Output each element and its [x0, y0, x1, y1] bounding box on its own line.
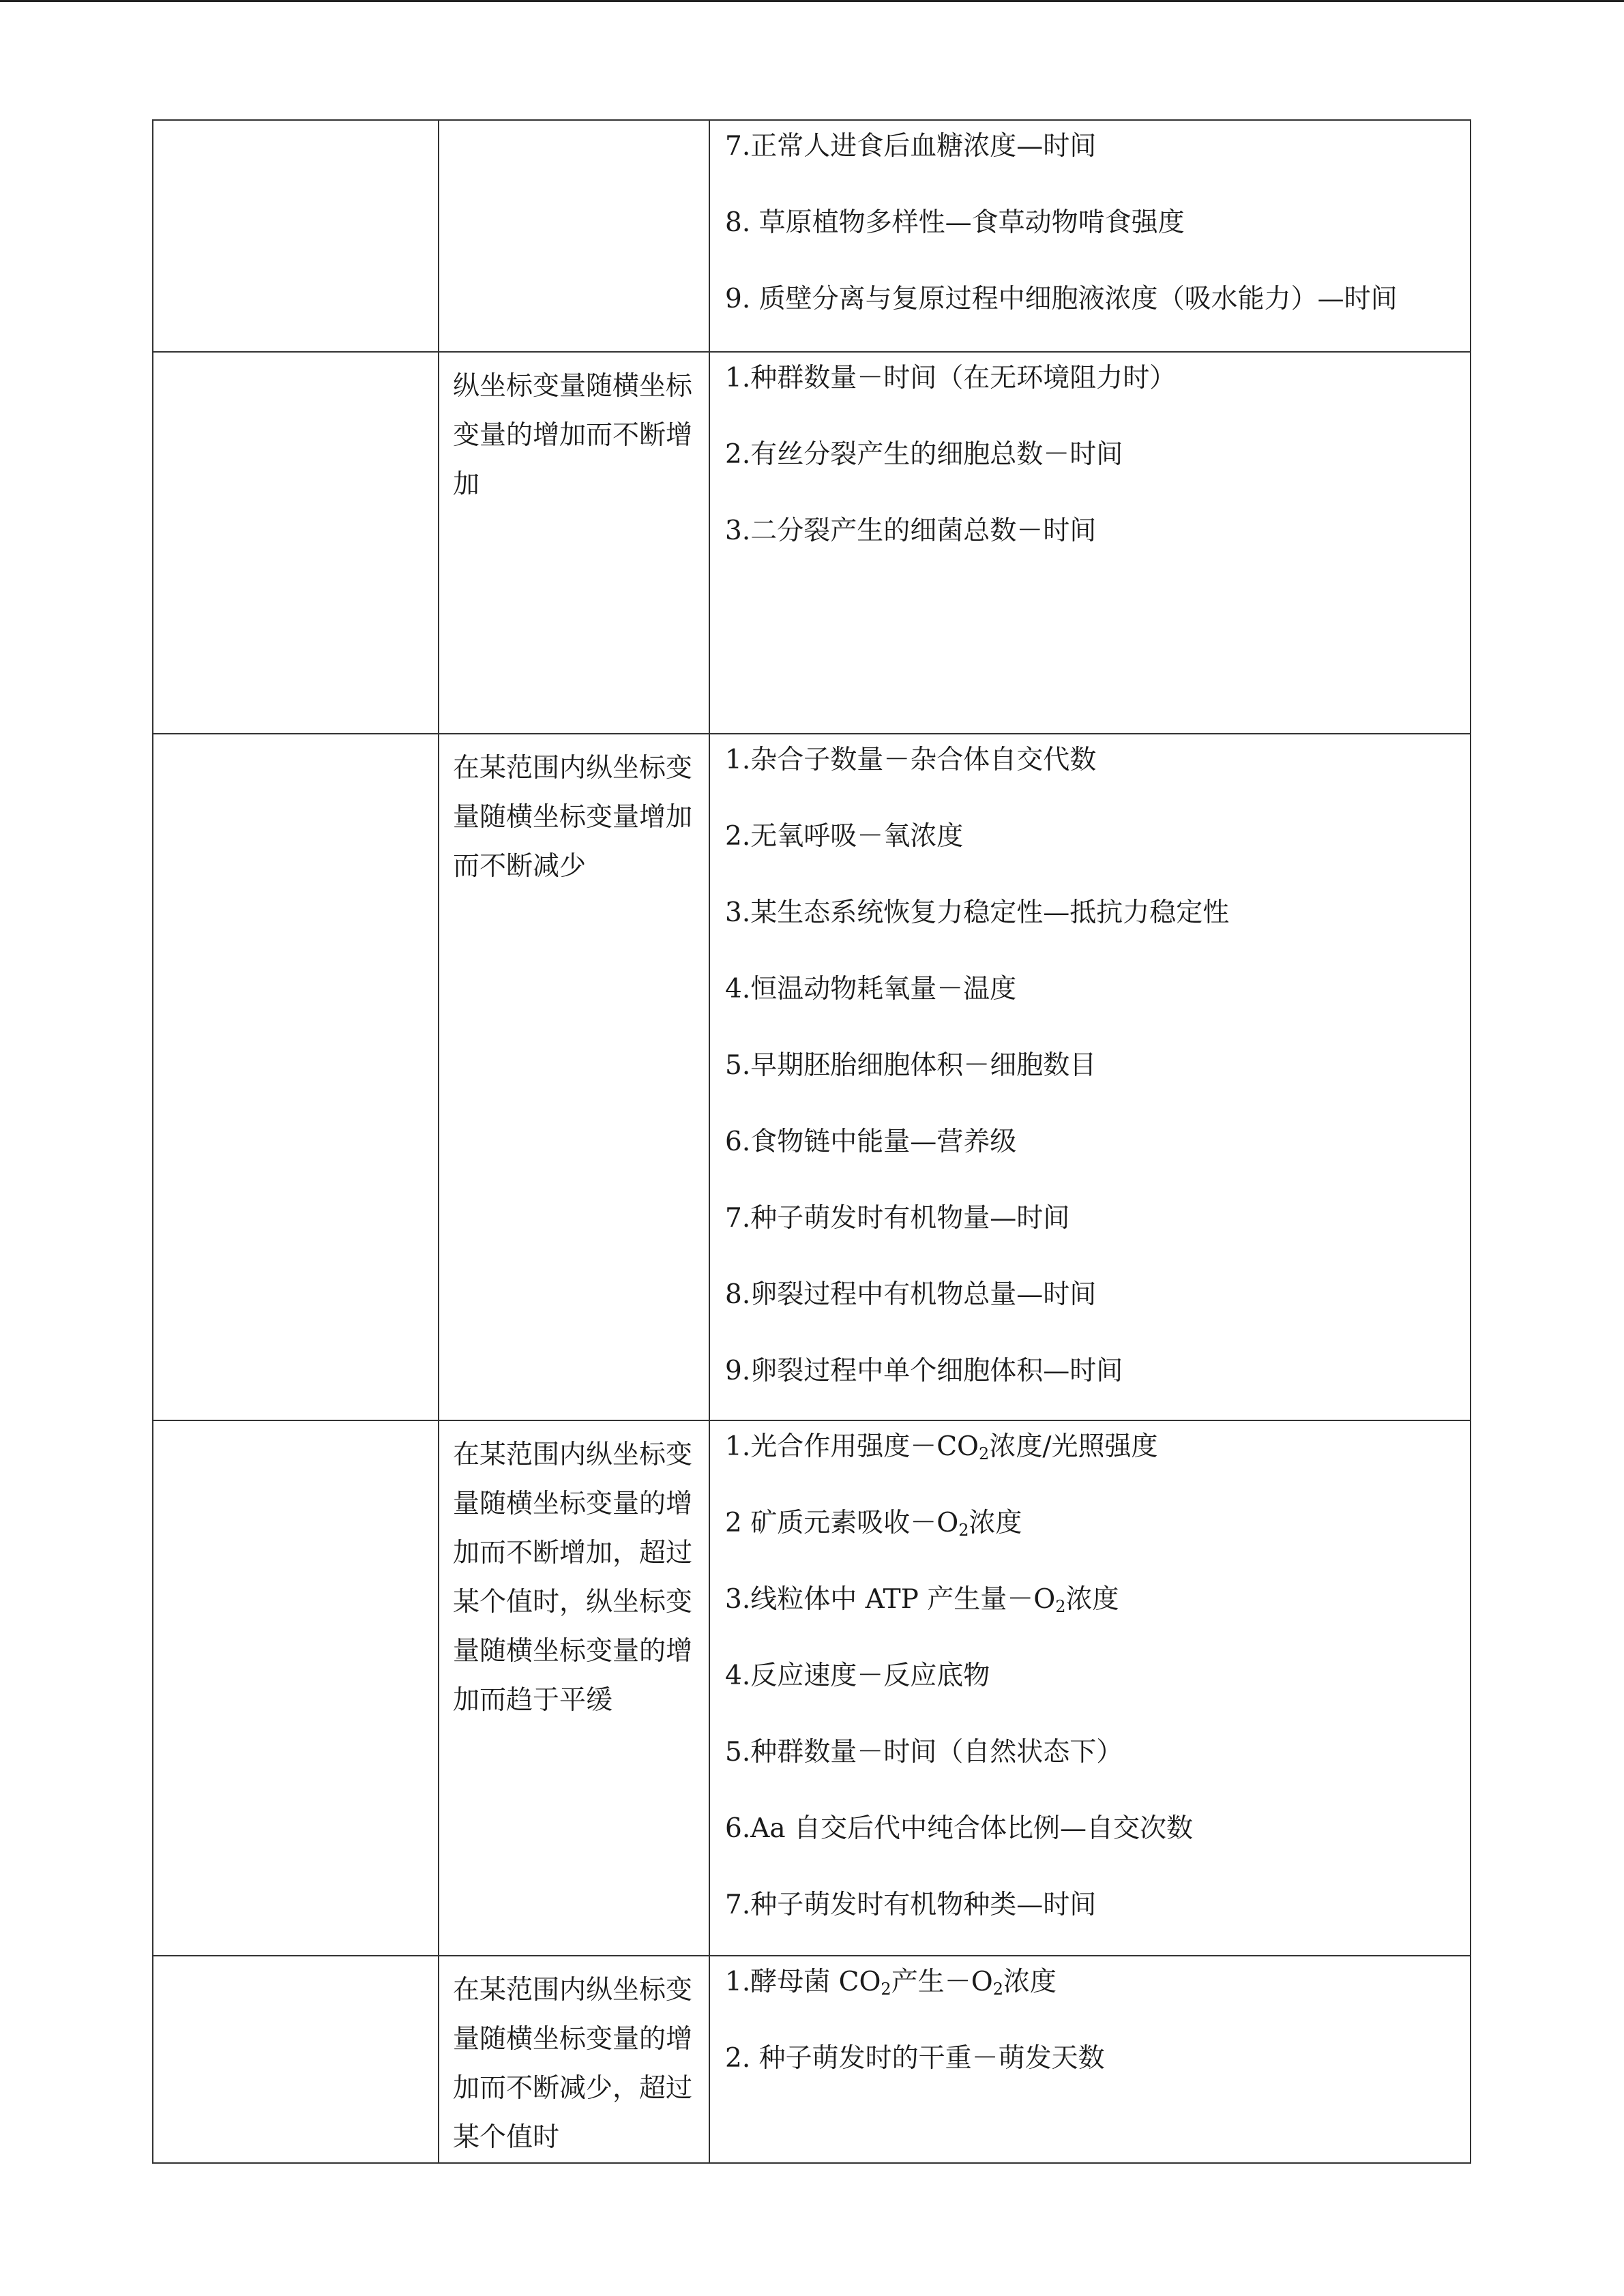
list-item: 4.反应速度－反应底物 — [725, 1660, 990, 1691]
item-text: 浓度 — [1003, 1967, 1057, 1997]
list-item: 3.某生态系统恢复力稳定性—抵抗力稳定性 — [725, 897, 1230, 928]
category-text: 纵坐标变量随横坐标变量的增加而不断增加 — [453, 371, 693, 500]
category-text: 在某范围内纵坐标变量随横坐标变量的增加而不断增加，超过某个值时，纵坐标变量随横坐标变量的增加而趋于平缓 — [453, 1440, 693, 1716]
item-text: 浓度/光照强度 — [989, 1431, 1158, 1462]
list-item: 8.卵裂过程中有机物总量—时间 — [725, 1279, 1097, 1310]
list-item — [725, 1944, 1470, 2021]
example-list — [710, 1956, 1470, 2097]
category-cell — [439, 352, 709, 734]
list-item: 5.种群数量－时间（自然状态下） — [725, 1737, 1123, 1768]
list-item: 2.有丝分裂产生的细胞总数－时间 — [725, 439, 1123, 470]
list-item: 1.杂合子数量－杂合体自交代数 — [725, 745, 1097, 775]
table-row — [153, 352, 1471, 734]
table-row — [153, 120, 1471, 352]
list-item — [725, 1485, 1470, 1562]
list-item: 6.Aa 自交后代中纯合体比例—自交次数 — [725, 1813, 1194, 1844]
category-text — [439, 121, 709, 130]
list-item: 7.种子萌发时有机物量—时间 — [725, 1203, 1070, 1234]
row-label-cell — [153, 1420, 439, 1956]
item-text: 浓度 — [1065, 1584, 1119, 1615]
category-cell — [439, 734, 709, 1420]
table-row — [153, 734, 1471, 1420]
subscript: 2 — [1055, 1597, 1066, 1616]
subscript: 2 — [979, 1444, 990, 1463]
item-text: 2 矿质元素吸收－O — [725, 1508, 959, 1538]
examples-cell — [709, 1956, 1471, 2163]
subscript: 2 — [881, 1980, 891, 1999]
row-label-cell — [153, 734, 439, 1420]
list-item: 1.种群数量－时间（在无环境阻力时） — [725, 363, 1177, 393]
category-text: 在某范围内纵坐标变量随横坐标变量增加而不断减少 — [453, 753, 693, 882]
category-cell — [439, 1956, 709, 2163]
example-list — [710, 121, 1470, 338]
list-item: 2. 种子萌发时的干重－萌发天数 — [725, 2043, 1105, 2074]
examples-cell — [709, 120, 1471, 352]
example-list — [710, 734, 1470, 1410]
row-label-cell — [153, 1956, 439, 2163]
item-text: 3.线粒体中 ATP 产生量－O — [725, 1584, 1056, 1615]
page-top-rule — [0, 0, 1624, 2]
item-text: 1.酵母菌 CO — [725, 1967, 881, 1997]
item-text: 1.光合作用强度－CO — [725, 1431, 979, 1462]
example-list — [710, 353, 1470, 569]
list-item: 5.早期胚胎细胞体积－细胞数目 — [725, 1050, 1097, 1081]
item-text: 浓度 — [969, 1508, 1022, 1538]
row-label-cell — [153, 352, 439, 734]
list-item: 4.恒温动物耗氧量－温度 — [725, 974, 1017, 1004]
table-row — [153, 1956, 1471, 2163]
subscript: 2 — [958, 1521, 969, 1540]
list-item: 8. 草原植物多样性—食草动物啃食强度 — [725, 207, 1185, 238]
examples-cell — [709, 1420, 1471, 1956]
category-cell — [439, 1420, 709, 1956]
subscript: 2 — [992, 1980, 1003, 1999]
list-item: 9.卵裂过程中单个细胞体积—时间 — [725, 1356, 1123, 1386]
category-text: 在某范围内纵坐标变量随横坐标变量的增加而不断减少，超过某个值时 — [453, 1975, 693, 2153]
list-item: 9. 质壁分离与复原过程中细胞液浓度（吸水能力）—时间 — [725, 284, 1398, 314]
row-label-cell — [153, 120, 439, 352]
list-item: 6.食物链中能量—营养级 — [725, 1127, 1017, 1157]
item-text: 产生－O — [891, 1967, 993, 1997]
list-item: 2.无氧呼吸－氧浓度 — [725, 821, 964, 852]
table-row — [153, 1420, 1471, 1956]
example-list — [710, 1421, 1470, 1943]
examples-cell — [709, 352, 1471, 734]
list-item — [725, 1409, 1470, 1485]
classification-table — [152, 119, 1471, 2164]
examples-cell — [709, 734, 1471, 1420]
list-item — [725, 1562, 1470, 1638]
list-item: 7.正常人进食后血糖浓度—时间 — [725, 131, 1097, 162]
list-item: 7.种子萌发时有机物种类—时间 — [725, 1890, 1097, 1920]
list-item: 3.二分裂产生的细菌总数－时间 — [725, 516, 1097, 546]
category-cell — [439, 120, 709, 352]
